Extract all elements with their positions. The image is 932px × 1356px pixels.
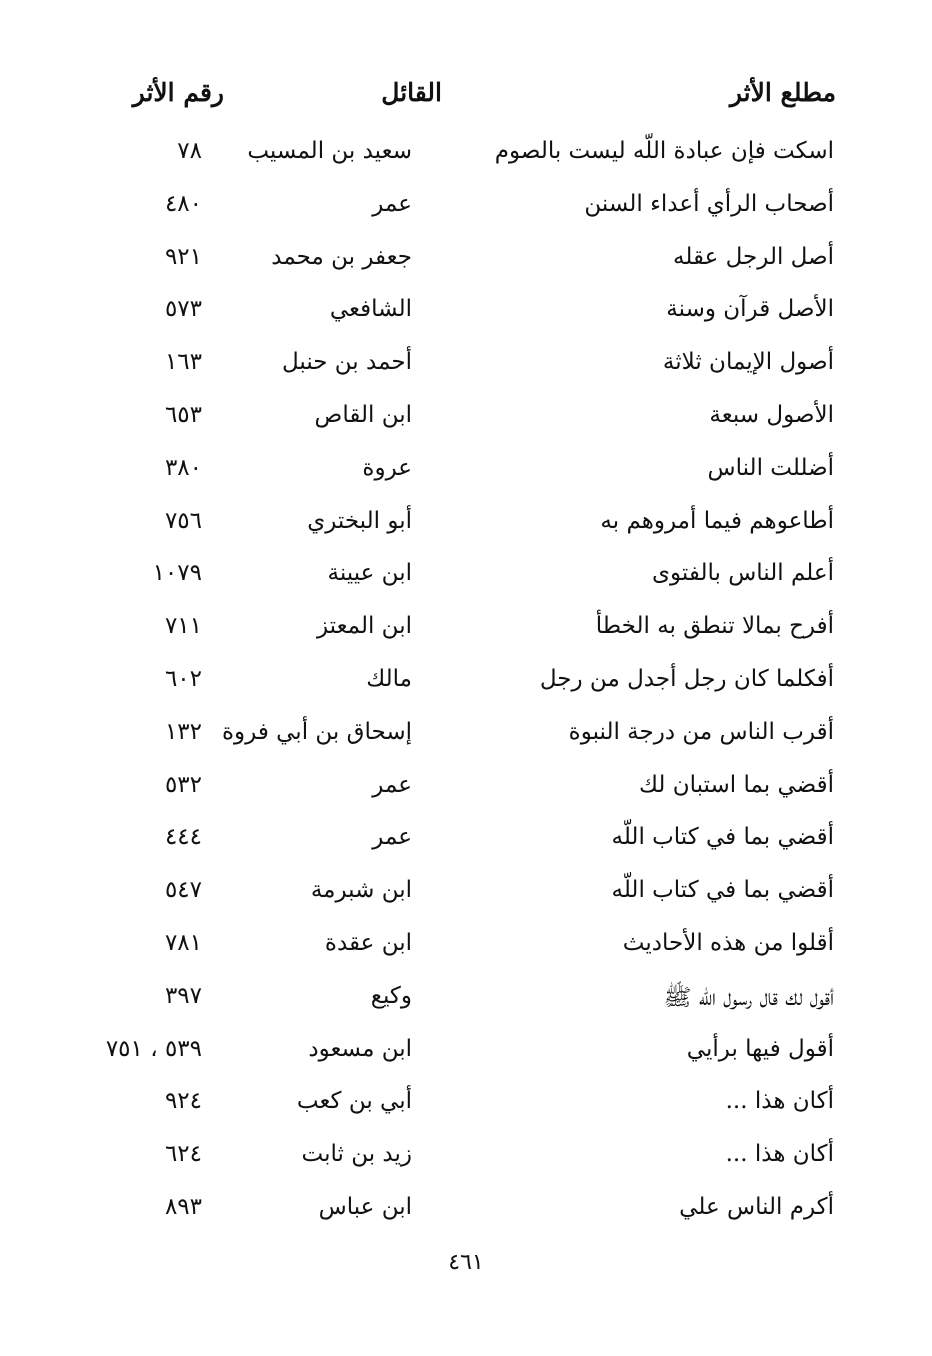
sayer-cell: ابن عيينة (327, 560, 412, 587)
index-row (0, 236, 932, 289)
sayer-cell: وكيع (370, 982, 412, 1009)
phrase-cell: أصحاب الرأي أعداء السنن (584, 190, 834, 217)
number-column-header: رقم الأثر (132, 78, 224, 107)
index-row (0, 183, 932, 236)
sayer-cell: إسحاق بن أبي فروة (221, 718, 412, 745)
index-row (0, 500, 932, 553)
number-cell: ٣٨٠ (164, 454, 202, 481)
sayer-cell: أبو البختري (307, 507, 412, 534)
index-row (0, 711, 932, 764)
index-row (0, 394, 932, 447)
number-cell: ١٠٧٩ (152, 560, 202, 587)
sayer-cell: أبي بن كعب (296, 1088, 412, 1115)
number-cell: ٥٧٣ (164, 296, 202, 323)
number-cell: ٧٨ (177, 138, 202, 164)
index-row (0, 288, 932, 341)
index-row (0, 341, 932, 394)
number-cell: ٥٤٧ (164, 877, 202, 904)
phrase-cell: أقضي بما في كتاب اللّه (611, 824, 834, 851)
number-cell: ٤٤٤ (164, 824, 202, 851)
phrase-cell: الأصول سبعة (709, 401, 834, 428)
phrase-cell: أفرح بمالا تنطق به الخطأ (595, 613, 834, 640)
number-cell: ٧٨١ (164, 929, 202, 956)
phrase-cell: أقول لك قال رسول اللّه ﷺ (663, 984, 834, 1011)
number-cell: ٦٠٢ (164, 665, 202, 692)
index-row (0, 922, 932, 975)
phrase-cell: أكرم الناس علي (679, 1193, 834, 1220)
phrase-cell: أضللت الناس (707, 454, 834, 481)
index-row (0, 975, 932, 1028)
number-cell: ٦٢٤ (164, 1141, 202, 1168)
sayer-cell: زيد بن ثابت (301, 1141, 412, 1168)
phrase-cell: أقرب الناس من درجة النبوة (568, 718, 834, 745)
number-cell: ٩٢٤ (164, 1088, 202, 1115)
number-cell: ٨٩٣ (164, 1193, 202, 1220)
phrase-cell: اسكت فإن عبادة اللّه ليست بالصوم (494, 138, 834, 164)
phrase-cell: أفكلما كان رجل أجدل من رجل (539, 665, 834, 692)
phrase-cell: أقضي بما استبان لك (639, 771, 834, 798)
sayer-cell: أحمد بن حنبل (281, 349, 412, 376)
index-row (0, 1080, 932, 1133)
page-number: ٤٦١ (448, 1250, 484, 1275)
sayer-cell: جعفر بن محمد (271, 243, 412, 270)
index-row (0, 816, 932, 869)
index-table (0, 130, 932, 1239)
sayer-cell: ابن عقدة (324, 929, 412, 956)
index-row (0, 658, 932, 711)
number-cell: ٩٢١ (164, 243, 202, 270)
index-header (0, 78, 932, 128)
sayer-cell: ابن عباس (318, 1193, 412, 1220)
phrase-cell: أكان هذا ... (725, 1088, 834, 1115)
index-row (0, 1028, 932, 1081)
sayer-cell: عروة (362, 454, 412, 481)
number-cell: ١٣٢ (164, 718, 202, 745)
phrase-cell: أقلوا من هذه الأحاديث (622, 929, 834, 956)
index-row (0, 869, 932, 922)
number-cell: ٣٩٧ (164, 982, 202, 1009)
sayer-cell: عمر (372, 190, 412, 217)
sayer-cell: ابن مسعود (308, 1035, 412, 1062)
sayer-cell: عمر (372, 824, 412, 851)
sayer-cell: ابن المعتز (316, 613, 412, 640)
phrase-cell: الأصل قرآن وسنة (666, 296, 834, 323)
phrase-cell: أطاعوهم فيما أمروهم به (600, 507, 834, 534)
phrase-column-header: مطلع الأثر (729, 78, 836, 107)
phrase-cell: أصل الرجل عقله (673, 243, 834, 270)
sayer-cell: سعيد بن المسيب (247, 138, 412, 164)
sayer-cell: الشافعي (329, 296, 412, 323)
phrase-cell: أعلم الناس بالفتوى (652, 560, 834, 587)
sayer-cell: ابن شبرمة (310, 877, 412, 904)
phrase-cell: أقضي بما في كتاب اللّه (611, 877, 834, 904)
index-row (0, 1186, 932, 1239)
number-cell: ٥٣٩ ، ٧٥١ (105, 1035, 202, 1062)
index-row (0, 130, 932, 183)
number-cell: ٥٣٢ (164, 771, 202, 798)
sayer-column-header: القائل (381, 78, 442, 107)
number-cell: ١٦٣ (164, 349, 202, 376)
sayer-cell: مالك (366, 665, 412, 692)
number-cell: ٤٨٠ (164, 190, 202, 217)
phrase-cell: أكان هذا ... (725, 1141, 834, 1168)
sayer-cell: عمر (372, 771, 412, 798)
index-row (0, 605, 932, 658)
phrase-cell: أقول فيها برأيي (686, 1035, 834, 1062)
phrase-cell: أصول الإيمان ثلاثة (662, 349, 834, 376)
index-row (0, 447, 932, 500)
index-row (0, 764, 932, 817)
number-cell: ٦٥٣ (164, 401, 202, 428)
number-cell: ٧٥٦ (164, 507, 202, 534)
number-cell: ٧١١ (164, 613, 202, 640)
index-row (0, 552, 932, 605)
sayer-cell: ابن القاص (314, 401, 412, 428)
index-row (0, 1133, 932, 1186)
